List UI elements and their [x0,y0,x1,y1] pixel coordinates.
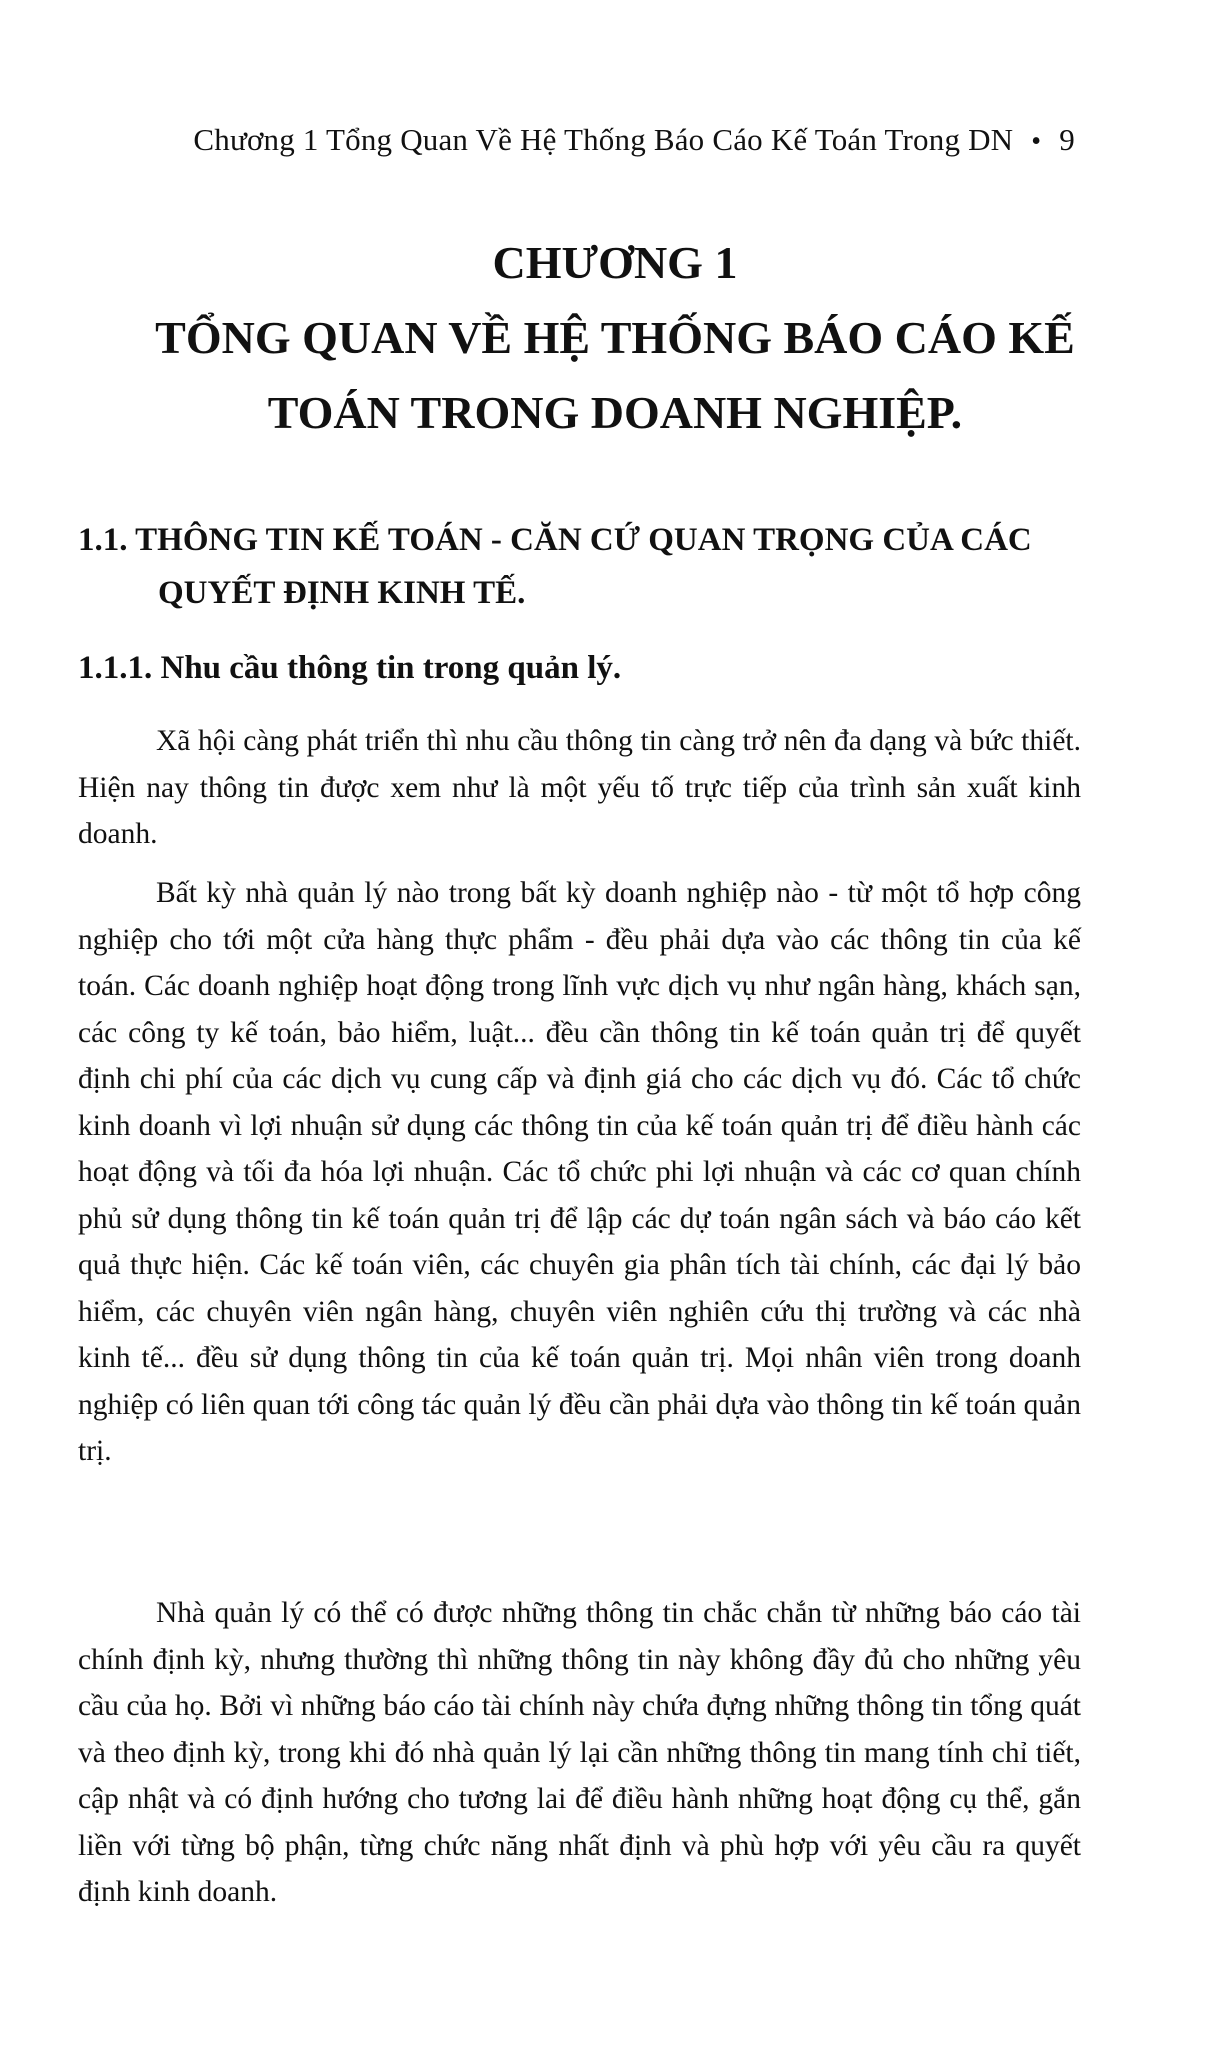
running-title: Chương 1 Tổng Quan Về Hệ Thống Báo Cáo Kế Toán Trong DN [193,122,1014,157]
paragraph-1 [78,718,1081,858]
paragraph-3 [78,1590,1081,1916]
subsection-heading: 1.1.1. Nhu cầu thông tin trong quản lý. [78,650,622,686]
paragraph-text: Nhà quản lý có thể có được những thông tin chắc chắn từ những báo cáo tài chính định kỳ, nhưng thường thì những thông tin này không đầy đủ cho những yêu cầu của họ. Bởi vì những báo cáo tài chính này chứa đựng những thông tin tổng quát và theo định kỳ, trong khi đó nhà quản lý lại cần những thông tin mang tính chỉ tiết, cập nhật và có định hướng cho tương lai để điều hành những hoạt động cụ thể, gắn liền với từng bộ phận, từng chức năng nhất định và phù hợp với yêu cầu ra quyết định kinh doanh. [78,1597,1081,1908]
paragraph-2 [78,870,1081,1475]
running-header [193,122,1075,158]
section-heading-line-2: QUYẾT ĐỊNH KINH TẾ. [158,575,526,611]
paragraph-text: Bất kỳ nhà quản lý nào trong bất kỳ doanh nghiệp nào - từ một tổ hợp công nghiệp cho tới một cửa hàng thực phẩm - đều phải dựa vào các thông tin của kế toán. Các doanh nghiệp hoạt động trong lĩnh vực dịch vụ như ngân hàng, khách sạn, các công ty kế toán, bảo hiểm, luật... đều cần thông tin kế toán quản trị để quyết định chi phí của các dịch vụ cung cấp và định giá cho các dịch vụ đó. Các tổ chức kinh doanh vì lợi nhuận sử dụng các thông tin của kế toán quản trị để điều hành các hoạt động và tối đa hóa lợi nhuận. Các tổ chức phi lợi nhuận và các cơ quan chính phủ sử dụng thông tin kế toán quản trị để lập các dự toán ngân sách và báo cáo kết quả thực hiện. Các kế toán viên, các chuyên gia phân tích tài chính, các đại lý bảo hiểm, các chuyên viên ngân hàng, chuyên viên nghiên cứu thị trường và các nhà kinh tế... đều sử dụng thông tin của kế toán quản trị. Mọi nhân viên trong doanh nghiệp có liên quan tới công tác quản lý đều cần phải dựa vào thông tin kế toán quản trị. [78,877,1081,1467]
chapter-title-line-1: TỔNG QUAN VỀ HỆ THỐNG BÁO CÁO KẾ [155,312,1075,363]
page-number: 9 [1059,122,1075,157]
header-separator: • [1031,126,1042,157]
chapter-label: CHƯƠNG 1 [492,237,738,288]
chapter-title-line-2: TOÁN TRONG DOANH NGHIỆP. [267,387,963,438]
paragraph-text: Xã hội càng phát triển thì nhu cầu thông tin càng trở nên đa dạng và bức thiết. Hiện nay thông tin được xem như là một yếu tố trực tiếp của trình sản xuất kinh doanh. [78,725,1081,850]
section-heading-line-1: 1.1. THÔNG TIN KẾ TOÁN - CĂN CỨ QUAN TRỌNG CỦA CÁC [78,522,1032,558]
